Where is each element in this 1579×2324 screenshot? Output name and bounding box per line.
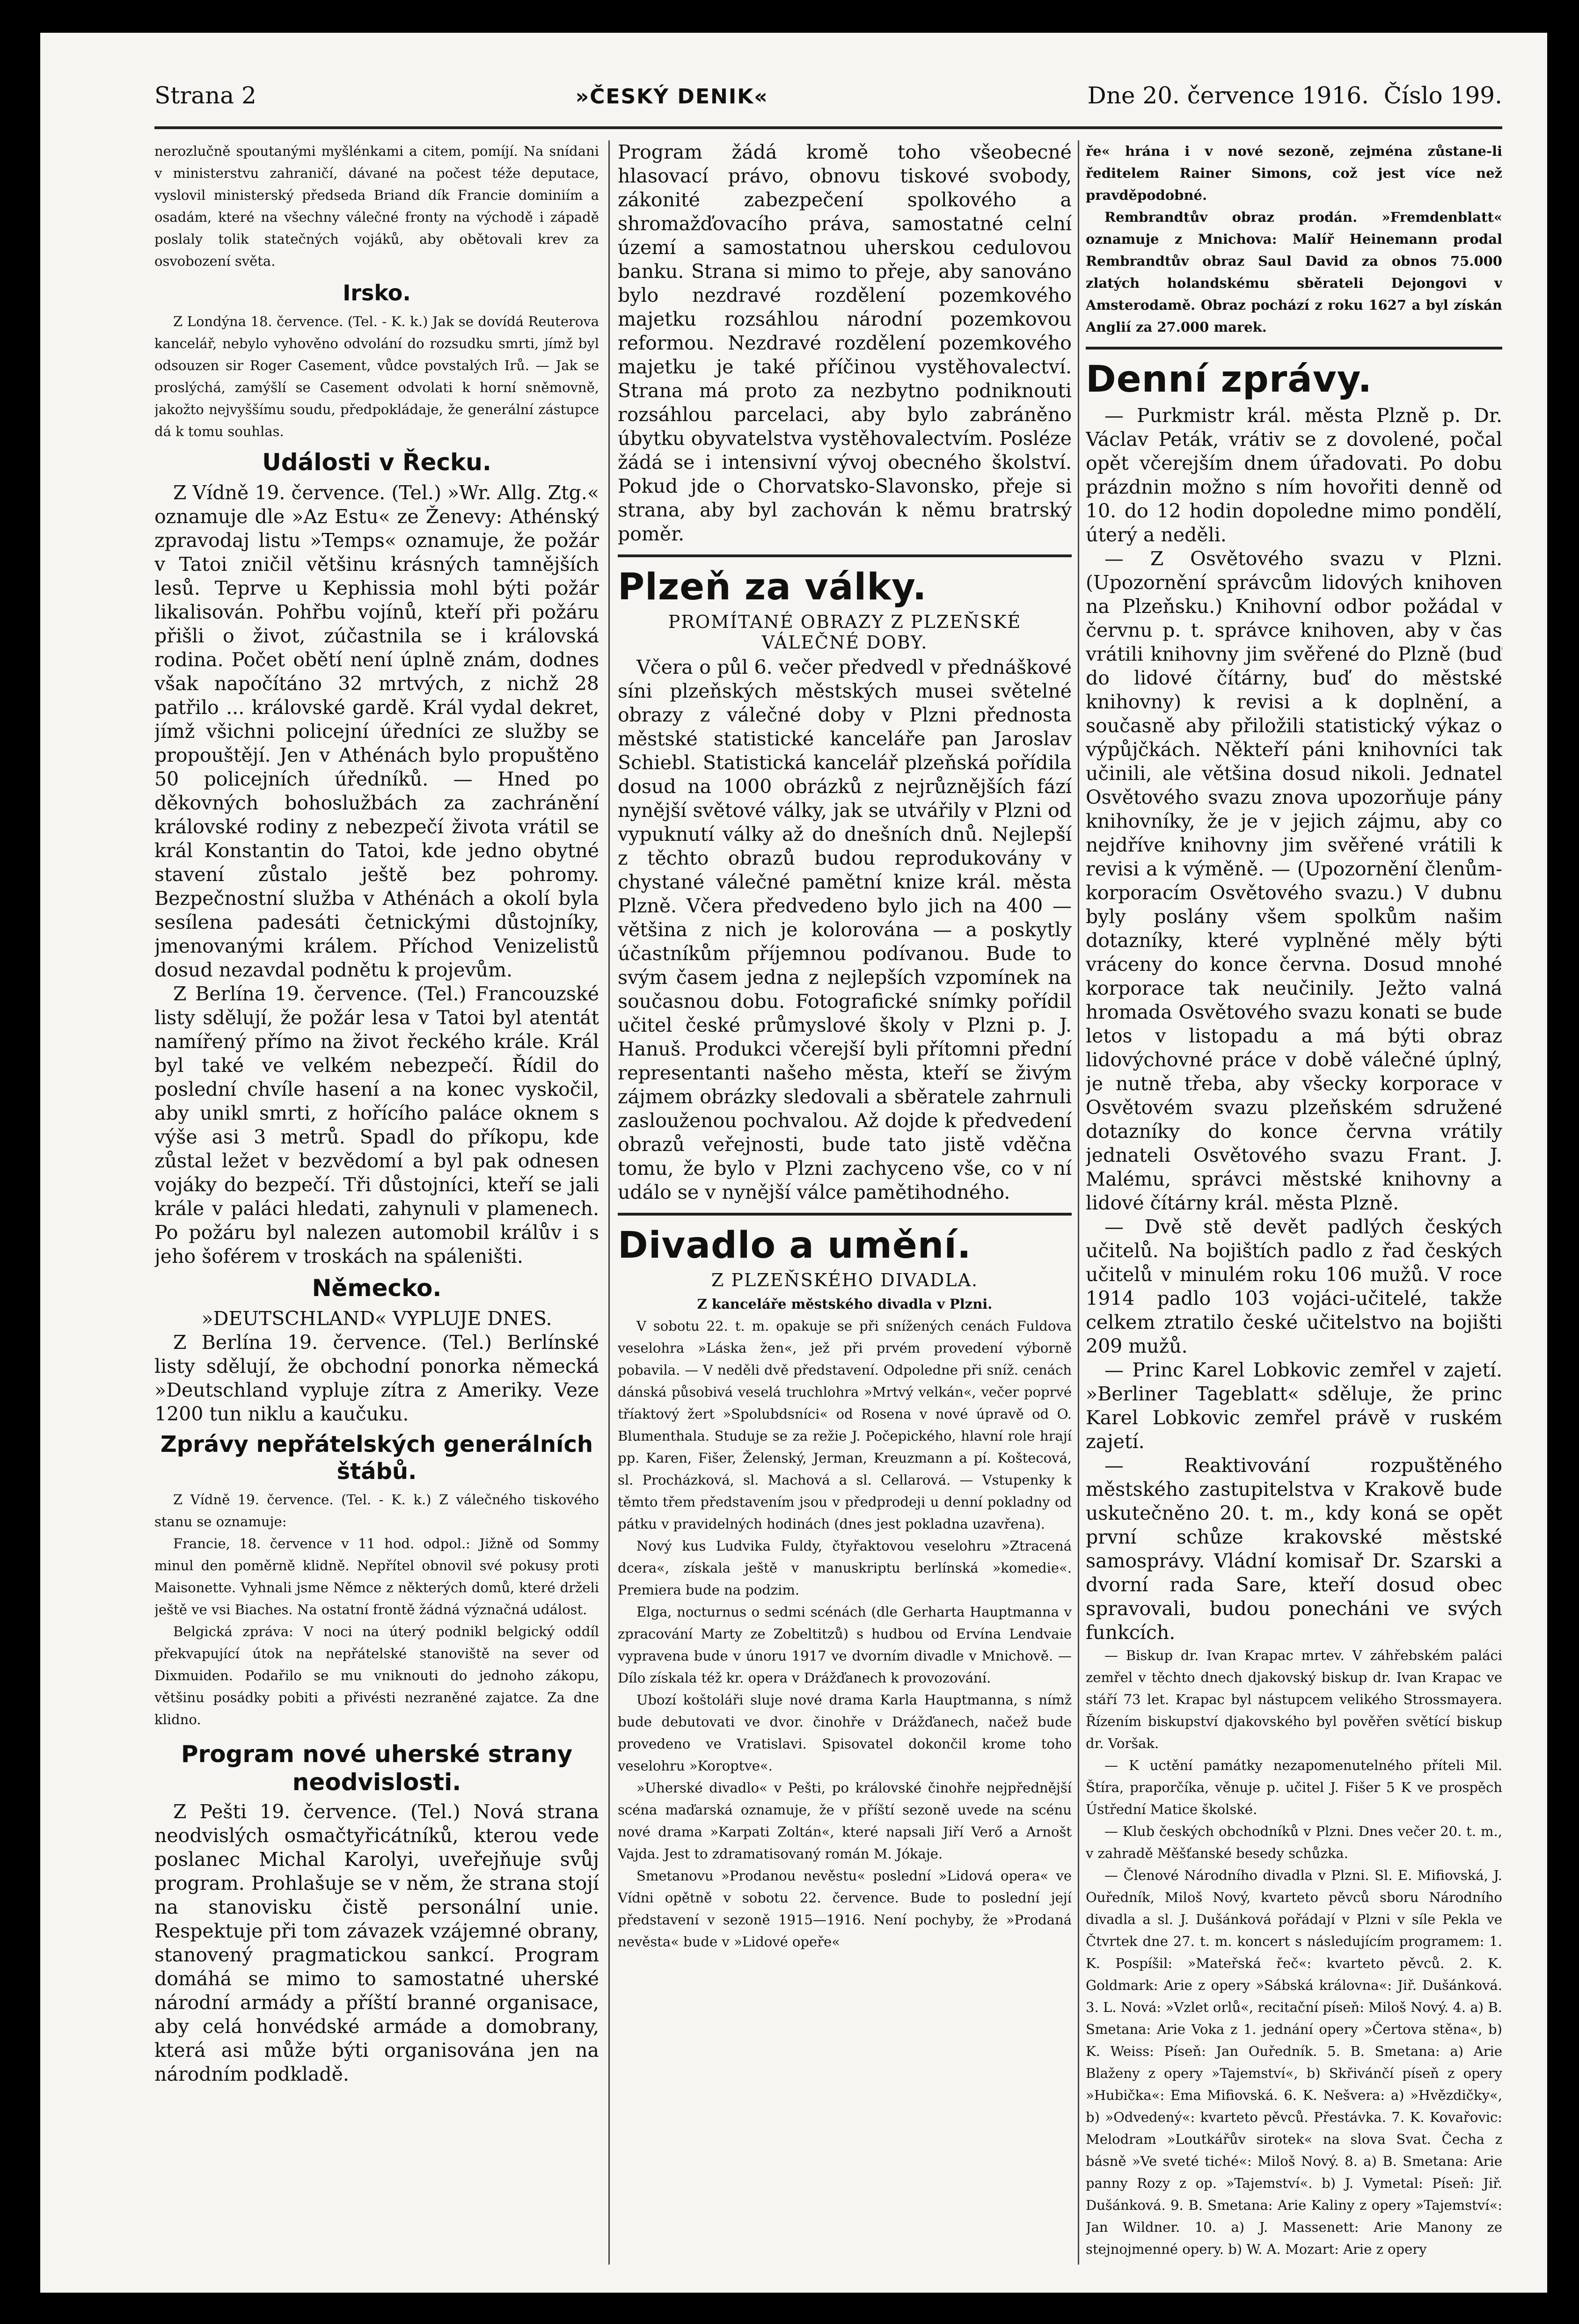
article-text: V sobotu 22. t. m. opakuje se při snížených cenách Fuldova veselohra »Láska žen«, jež při prvém provedení výborně pobavila. — V neděli dvě představení. Odpoledne při sníž. cenách dánská působivá veselá truchlohra »Mrtvý velkán«, večer poprvé tříaktový žert »Spolubdsníci« od Rosena v nové úpravě od O. Blumenthala. Studuje se za režie J. Počepického, hlavní role hrají pp. Karen, Fišer, Želenský, Jerman, Kreuzmann a pí. Koštecová, sl. Procházková, sl. Machová a sl. Cellarová. — Vstupenky k těmto třem představením jsou v předprodeji u denní pokladny od pátku v pravidelných hodinách (dnes jest pokladna uzavřena). bbox=[618, 1318, 1072, 1532]
column-divider bbox=[1078, 140, 1079, 2265]
article-text: Smetanovu »Prodanou nevěstu« poslední »Lidová opera« ve Vídni opětně v sobotu 22. července. Bude to poslední její představení v sezoně 1915—1916. Není pochyby, že »Prodaná nevěsta« bude v »Lidové opeře« bbox=[618, 1868, 1072, 1950]
subheading: Z PLZEŇSKÉHO DIVADLA. bbox=[711, 1270, 979, 1290]
section-heading-recko: Události v Řecku. bbox=[262, 449, 491, 476]
article-text: Francie, 18. července v 11 hod. odpol.: Jižně od Sommy minul den poměrně klidně. Nepřítel obnovil své pokusy proti Maisonette. Vyhnali jsme Němce z některých domů, které drželi ještě ve vsi Biaches. Na ostatní frontě žádná význačná událost. bbox=[154, 1536, 599, 1617]
article-text: Elga, nocturnus o sedmi scénách (dle Gerharta Hauptmanna v zpracování Marty ze Zobeltitzů) s hudbou od Ervína Lendvaie vypravena bude v únoru 1917 ve dvorním divadle v Mnichově. — Dílo získala též kr. opera v Drážďanech k provozování. bbox=[618, 1604, 1072, 1686]
article-text: — Klub českých obchodníků v Plzni. Dnes večer 20. t. m., v zahradě Měšťanské besedy schůzka. bbox=[1086, 1823, 1502, 1861]
article-text: — Biskup dr. Ivan Krapac mrtev. V záhřebském paláci zemřel v těchto dnech djakovský biskup dr. Ivan Krapac ve stáří 73 let. Krapac byl nástupcem velikého Strossmayera. Řízením biskupství djakovského byl pověřen světící biskup dr. Voršak. bbox=[1086, 1647, 1502, 1751]
article-text: — Členové Národního divadla v Plzni. Sl. E. Mifiovská, J. Ouředník, Miloš Nový, kvarteto pěvců sboru Národního divadla a sl. J. Dušánková pořádají v Plzni v síle Pekla ve Čtvrtek dne 27. t. m. koncert s následujícím programem: 1. K. Pospíšil: »Mateřská řeč«: kvarteto pěvců. 2. K. Goldmark: Arie z opery »Sábská královna«: Jiř. Dušánková. 3. L. Nová: »Vzlet orlů«, recitační píseň: Miloš Nový. 4. a) B. Smetana: Arie Voka z 1. jednání opery »Čertova stěna«, b) K. Weiss: Píseň: Jan Ouředník. 5. B. Smetana: a) Arie Blaženy z opery »Tajemství«, b) Skřivánčí píseň z opery »Hubička«: Ema Mifiovská. 6. K. Nešvera: a) »Hvězdičky«, b) »Odvedený«: kvarteto pěvců. Přestávka. 7. K. Kovařovic: Melodram »Loutkářův sirotek« na slova Svat. Čecha z básně »Ve sveté tiché«: Miloš Nový. 8. a) B. Smetana: Arie panny Rozy z op. »Tajemství«. b) J. Vymetal: Píseň: Jiř. Dušánková. 9. B. Smetana: Arie Kaliny z opery »Tajemství«: Jan Wildner. 10. a) J. Massenett: Arie Manony ze stejnojmenné opery. b) W. A. Mozart: Arie z opery bbox=[1086, 1867, 1502, 2257]
masthead: »ČESKÝ DENIK« bbox=[575, 85, 768, 109]
page-header bbox=[154, 82, 1502, 119]
article-text: »Uherské divadlo« v Pešti, po královské činohře nejpřednější scéna maďarská oznamuje, že v příští sezoně uvede na scénu nové drama »Karpati Zoltán«, které napsali Jiří Verő a Arnošt Vajda. Jest to zdramatisovaný román M. Jókaje. bbox=[618, 1780, 1072, 1862]
article-text: Z Berlína 19. července. (Tel.) Berlínské listy sdělují, že obchodní ponorka německá »Deutschland vypluje zítra z Ameriky. Veze 1200 tun niklu a kaučuku. bbox=[154, 1331, 599, 1425]
section-heading-irsko: Irsko. bbox=[343, 280, 411, 306]
issue-date: Dne 20. července 1916. bbox=[1087, 82, 1369, 109]
article-text: — Reaktivování rozpuštěného městského zastupitelstva v Krakově bude uskutečněno 20. t. m., kdy koná se opět první schůze krakovské městské samosprávy. Vládní komisař Dr. Szarski a dvorní rada Sare, kteří dosud obec spravovali, budou ponecháni ve svých funkcích. bbox=[1086, 1454, 1502, 1644]
article-text: Program žádá kromě toho všeobecné hlasovací právo, obnovu tiskové svobody, zákonité zabezpečení spolkového a shromažďovacího práva, samostatné celní území a samostatnou uherskou cedulovou banku. Strana si mimo to přeje, aby sanováno bylo nezdravé rozdělení pozemkového majetku rozsáhlou národní pozemkovou reformou. Nezdravé rozdělení pozemkového majetku je také příčinou vystěhovalectví. Strana má proto za nezbytno podniknouti rozsáhlou parcelaci, aby bylo zabráněno úbytku obyvatelstva vystěhovalectvím. Posléze žádá se i intensivní vývoj obecného školství. Pokud jde o Chorvatsko-Slavonsko, přeje si strana, aby byl zachován k němu bratrský poměr. bbox=[618, 141, 1072, 545]
subheading: PROMÍTANÉ OBRAZY Z PLZEŇSKÉ VÁLEČNÉ DOBY. bbox=[668, 612, 1022, 653]
article-text: Z Berlína 19. července. (Tel.) Francouzské listy sdělují, že požár lesa v Tatoi byl atentát namířený přímo na život řeckého krále. Král byl také ve velkém nebezpečí. Řídil do poslední chvíle hasení a na konec vyskočil, aby unikl smrti, z hořícího paláce oknem s výše asi 3 metrů. Spadl do příkopu, kde zůstal ležet v bezvědomí a byl pak odnesen vojáky do bezpečí. Tři důstojníci, kteří se jali krále v paláci hledati, zahynuli v plamenech. Po požáru byl nalezen automobil králův i s jeho šoférem v troskách na spáleništi. bbox=[154, 983, 599, 1268]
article-text: — Z Osvětového svazu v Plzni. (Upozornění správcům lidových knihoven na Plzeňsku.) Knihovní odbor požádal v červnu p. t. správce knihoven, aby v čas vrátili knihovny jim svěřené do Plzně (buď do lidové čítárny, buď do městské knihovny) k revisi a k doplnění, a současně aby přiložili statistický výkaz o výpůjčkách. Někteří páni knihovníci tak učinili, ale většina dosud nikoli. Jednatel Osvětového svazu znova upozorňuje pány knihovníky, že je v jejich zájmu, aby co nejdříve knihovny jim svěřené vrátili k revisi a k výměně. — (Upozornění členům-korporacím Osvětového svazu.) V dubnu byly poslány všem spolkům našim dotazníky, které vyplněné měly býti vráceny do konce června. Dosud mnohé korporace tak neučinily. Ježto valná hromada Osvětového svazu konati se bude letos v listopadu a má býti obraz lidovýchovné práce v době válečné úplný, je nutně třeba, aby všecky korporace v Osvětovém svazu plzeňském sdružené dotazníky do konce června vrátily jednateli Osvětového svazu Frant. J. Malému, správci městské knihovny a lidové čítárny král. města Plzně. bbox=[1086, 547, 1502, 1214]
article-text: Belgická zpráva: V noci na úterý podnikl belgický oddíl překvapující útok na nepřátelské stanoviště na sever od Dixmuiden. Podařilo se mu vniknouti do jednoho zákopu, většinu posádky pobiti a přivésti nezraněné zajatce. Za dne klidno. bbox=[154, 1624, 599, 1727]
subheading: Z kanceláře městského divadla v Plzni. bbox=[697, 1296, 993, 1312]
section-heading-zpravy: Zprávy nepřátelských generálních štábů. bbox=[160, 1431, 593, 1485]
article-text: Z Londýna 18. července. (Tel. - K. k.) Jak se dovídá Reuterova kancelář, nebylo vyhověno odvolání do rozsudku smrti, jímž byl odsouzen sir Roger Casement, vůdce povstalých Irů. — Jak se proslýchá, zamýšlí se Casement odvolati k horní sněmovně, jakožto nejvyššímu soudu, předpokládaje, že generální zástupce dá k tomu souhlas. bbox=[154, 313, 599, 439]
article-text: Z Vídně 19. července. (Tel.) »Wr. Allg. Ztg.« oznamuje dle »Az Estu« ze Ženevy: Athénský zpravodaj listu »Temps« oznamuje, že požár v Tatoi zničil většinu krásných tamnějších lesů. Teprve u Kephissia mohl býti požár likalisován. Pohřbu vojínů, kteří při požáru přišli o život, zúčastnila se i královská rodina. Počet obětí není úplně znám, dodnes však napočítáno 32 mrtvých, z nichž 28 patřilo ... královské gardě. Král vydal dekret, jímž všichni policejní úředníci ze služby se propouštějí. Jen v Athénách bylo propuštěno 50 policejních úředníků. — Hned po děkovných bohoslužbách za zachránění královské rodiny z nebezpečí života vrátil se král Konstantin do Tatoi, kde jedno obytné stavení zůstalo ještě bez pohromy. Bezpečnostní služba v Athénách a okolí byla sesílena padesáti četnickými důstojníky, jmenovanými králem. Příchod Venizelistů dosud nezavdal podnětu k projevům. bbox=[154, 481, 599, 981]
column-2 bbox=[618, 140, 1072, 1953]
section-heading-program: Program nové uherské strany neodvislosti. bbox=[181, 1741, 573, 1796]
section-heading-denni: Denní zprávy. bbox=[1086, 358, 1373, 401]
section-heading-divadlo: Divadlo a umění. bbox=[618, 1224, 972, 1267]
section-heading-plzen: Plzeň za války. bbox=[618, 566, 927, 608]
article-text: nerozlučně spoutanými myšlénkami a citem, pomíjí. Na snídani v ministerstvu zahraničí, dávané na počest téže deputace, vyslovil ministerský předseda Briand dík Francie dominiím a osadám, které na všechny válečné fronty na východě i západě poslaly tolik statečných vojáků, aby obětovali krev za osvobození světa. bbox=[154, 143, 599, 269]
subheading: »DEUTSCHLAND« VYPLUJE DNES. bbox=[201, 1307, 552, 1330]
issue-number: Číslo 199. bbox=[1383, 82, 1502, 109]
article-text: — Purkmistr král. města Plzně p. Dr. Václav Peták, vrátiv se z dovolené, počal opět včerejším dnem úřadovati. Po dobu prázdnin možno s ním hovořiti denně od 10. do 12 hodin dopoledne mimo pondělí, úterý a neděli. bbox=[1086, 404, 1502, 546]
section-rule bbox=[1086, 347, 1502, 350]
column-1 bbox=[154, 140, 599, 2086]
article-text: — Dvě stě devět padlých českých učitelů. Na bojištích padlo z řad českých učitelů v minulém roku 106 mužů. V roce 1914 padlo 103 vojáci-učitelé, takže celkem ztratilo české učitelstvo na bojišti 209 mužů. bbox=[1086, 1216, 1502, 1357]
article-text: Včera o půl 6. večer předvedl v přednáškové síni plzeňských městských musei světelné obrazy z válečné doby v Plzni přednosta městské statistické kanceláře pan Jaroslav Schiebl. Statistická kancelář plzeňská pořídila dosud na 1000 obrázků z nejrůznějších fází nynější světové války, jak se utvářily v Plzni od vypuknutí války až do dnešních dnů. Nejlepší z těchto obrazů budou reprodukovány v chystané válečné pamětní knize král. města Plzně. Včera předvedeno bylo jich na 400 — většina z nich je kolorována — a poskytly účastníkům příjemnou podívanou. Bude to svým časem jedna z nejlepších vzpomínek na současnou dobu. Fotografické snímky pořídil učitel české průmyslové školy v Plzni p. J. Hanuš. Produkci včerejší byli přítomni přední representanti našeho města, kteří se živým zájmem obrázky sledovali a sběratele zahrnuli zaslouženou pochvalou. Až dojde k předvedení obrazů veřejnosti, bude tato jistě vděčna tomu, že bylo v Plzni zachyceno vše, co v ní událo se v nynější válce pamětihodného. bbox=[618, 656, 1072, 1203]
article-text: — K uctění památky nezapomenutelného příteli Mil. Štíra, praporčíka, věnuje p. učitel J. Fišer 5 K ve prospěch Ústřední Matice školské. bbox=[1086, 1757, 1502, 1817]
article-text: Nový kus Ludvika Fuldy, čtyřaktovou veselohru »Ztracená dcera«, získala ještě v manuskriptu berlínská »komedie«. Premiera bude na podzim. bbox=[618, 1538, 1072, 1598]
article-text: Ubozí koštoláři sluje nové drama Karla Hauptmanna, s nímž bude debutovati ve dvor. činohře v Drážďanech, načež bude provedeno ve Vratislavi. Spisovatel dokončil krome toho veselohru »Koroptve«. bbox=[618, 1692, 1072, 1774]
article-text: Z Pešti 19. července. (Tel.) Nová strana neodvislých osmačtyřicátníků, kterou vede poslanec Michal Karolyi, uveřejňuje svůj program. Prohlašuje se v něm, že strana stojí na stanovisku čistě personální unie. Respektuje při tom závazek vzájemné obrany, stanovený pragmatickou sankcí. Program domáhá se mimo to samostatné uherské národní armády a příští branné organisace, aby celá honvédské armáde a domobrany, která asi může býti organisována jen na národním podkladě. bbox=[154, 1800, 599, 2085]
article-text: ře« hrána i v nové sezoně, zejména zůstane-li ředitelem Rainer Simons, což jest více než pravděpodobné. bbox=[1086, 143, 1502, 203]
article-text: Z Vídně 19. července. (Tel. - K. k.) Z válečného tiskového stanu se oznamuje: bbox=[154, 1492, 599, 1530]
column-divider bbox=[608, 140, 610, 2265]
article-text: Rembrandtův obraz prodán. »Fremdenblatt« oznamuje z Mnichova: Malíř Heinemann prodal Rembrandtův obraz Saul David za obnos 75.000 zlatých holandskému sběrateli Dejongovi v Amsterodamě. Obraz pochází z roku 1627 a byl získán Anglií za 27.000 marek. bbox=[1086, 209, 1502, 335]
column-3 bbox=[1086, 140, 1502, 2260]
header-rule bbox=[154, 126, 1502, 129]
section-heading-nemecko: Německo. bbox=[312, 1275, 442, 1302]
page-number: Strana 2 bbox=[154, 82, 256, 109]
article-text: — Princ Karel Lobkovic zemřel v zajetí. »Berliner Tageblatt« sděluje, že princ Karel Lobkovic zemřel právě v ruském zajetí. bbox=[1086, 1359, 1502, 1453]
section-rule bbox=[618, 1213, 1072, 1216]
section-rule bbox=[618, 554, 1072, 557]
